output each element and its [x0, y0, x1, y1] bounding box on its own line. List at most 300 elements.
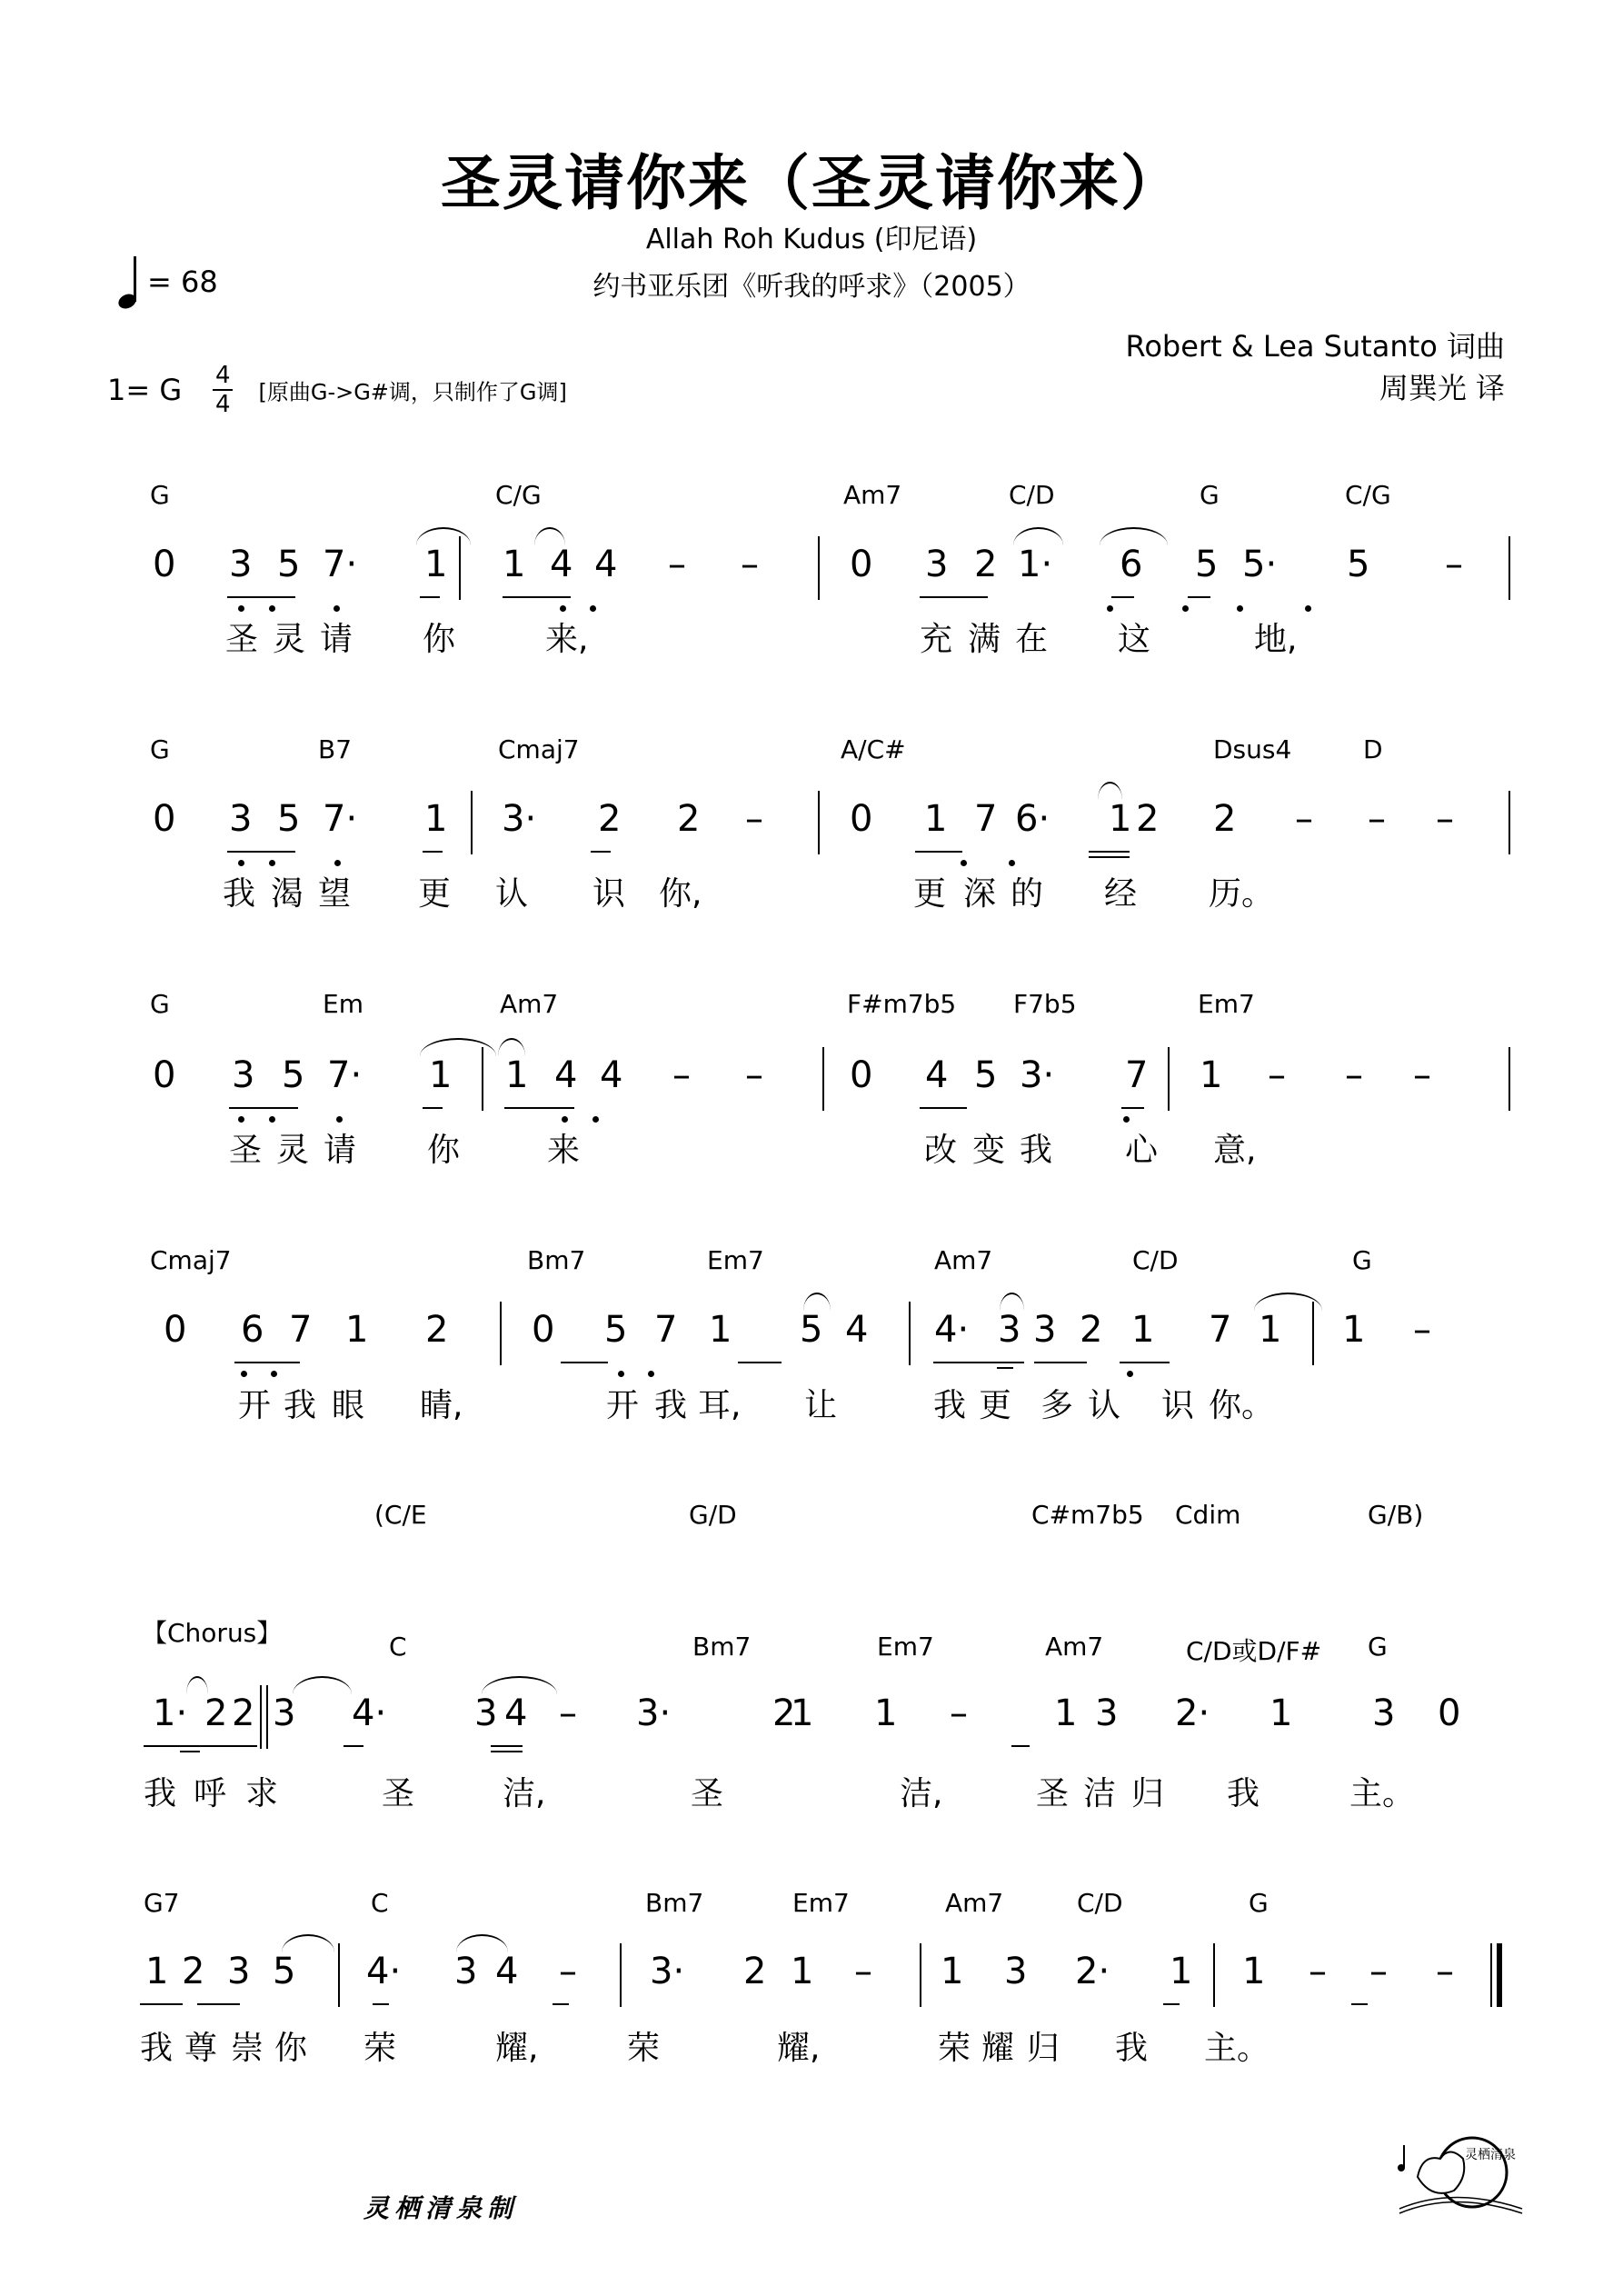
- chord-symbol: C/G: [495, 480, 542, 510]
- beam-underline: [344, 1745, 363, 1747]
- jianpu-note: 7: [654, 1309, 678, 1351]
- chord-symbol: Am7: [1045, 1632, 1104, 1662]
- jianpu-note: 4·: [352, 1692, 387, 1734]
- jianpu-note: 0: [1438, 1692, 1461, 1734]
- jianpu-note: 5: [282, 1054, 305, 1096]
- chord-symbol: Am7: [843, 480, 902, 510]
- lyric-char: 灵: [276, 1132, 310, 1169]
- octave-dot: [238, 1116, 244, 1123]
- jianpu-note: 1: [1200, 1054, 1223, 1096]
- jianpu-note: 1: [1242, 1951, 1266, 1992]
- jianpu-note: 3: [227, 1951, 251, 1992]
- lyric-char: 眼: [332, 1387, 365, 1424]
- lyric-char: 认: [1088, 1387, 1121, 1424]
- jianpu-note: 4·: [366, 1951, 402, 1992]
- jianpu-note: 1: [503, 544, 526, 585]
- alt-chord-symbol: (C/E: [374, 1500, 427, 1530]
- lyric-char: 认: [495, 875, 529, 913]
- chord-symbol: Em: [323, 989, 363, 1019]
- jianpu-note: 2·: [1075, 1951, 1110, 1992]
- jianpu-note: 2: [204, 1692, 228, 1734]
- jianpu-note: 7: [1125, 1054, 1149, 1096]
- octave-dot: [648, 1371, 654, 1377]
- jianpu-note: 4: [504, 1692, 528, 1734]
- tie-slur: [1013, 527, 1063, 545]
- jianpu-note: 1: [1131, 1309, 1155, 1351]
- lyric-char: 崇: [231, 2030, 264, 2067]
- barline: [471, 791, 473, 854]
- lyric-char: 求: [245, 1775, 279, 1812]
- jianpu-note: 0: [850, 1054, 873, 1096]
- jianpu-note: 5: [277, 544, 301, 585]
- alt-chord-symbol: G/D: [689, 1500, 737, 1530]
- jianpu-note: 2: [974, 544, 998, 585]
- jianpu-note: –: [559, 1692, 577, 1734]
- chord-symbol: Cmaj7: [150, 1245, 232, 1275]
- lyric-char: 充: [920, 621, 953, 658]
- jianpu-note: –: [1345, 1054, 1363, 1096]
- lyric-char: 我: [933, 1387, 967, 1424]
- barline: [620, 1943, 622, 2007]
- chord-symbol: G7: [144, 1888, 180, 1918]
- jianpu-note: 7: [974, 798, 998, 840]
- jianpu-note: 1: [1054, 1692, 1078, 1734]
- chord-symbol: C: [371, 1888, 389, 1918]
- barline: [818, 791, 820, 854]
- sheep-logo-icon: [1381, 2131, 1527, 2222]
- lyric-char: 你: [274, 2030, 308, 2067]
- jianpu-note: 3: [925, 544, 949, 585]
- octave-dot: [1107, 605, 1113, 612]
- octave-dot: [1237, 605, 1243, 612]
- chord-symbol: Bm7: [645, 1888, 704, 1918]
- chord-symbol: Am7: [500, 989, 559, 1019]
- beam-underline: [180, 1751, 200, 1752]
- lyric-char: 我: [144, 1775, 177, 1812]
- beam-underline: [591, 851, 611, 853]
- beam-underline: [373, 2003, 389, 2005]
- beam-underline: [227, 596, 295, 598]
- jianpu-note: 1: [1170, 1951, 1193, 1992]
- jianpu-note: 2: [743, 1951, 767, 1992]
- jianpu-note: 1: [345, 1309, 369, 1351]
- chord-symbol: C: [389, 1632, 407, 1662]
- jianpu-note: 4: [550, 544, 573, 585]
- chord-symbol: F#m7b5: [847, 989, 957, 1019]
- time-sig-bottom: 4: [215, 391, 231, 418]
- chord-symbol: Em7: [792, 1888, 850, 1918]
- lyric-char: 的: [1011, 875, 1044, 913]
- jianpu-note: –: [1268, 1054, 1286, 1096]
- beam-underline: [202, 1745, 243, 1747]
- lyric-char: 让: [804, 1387, 838, 1424]
- alt-chord-symbol: Cdim: [1175, 1500, 1241, 1530]
- chord-symbol: Bm7: [527, 1245, 586, 1275]
- jianpu-note: 2: [182, 1951, 205, 1992]
- jianpu-note: 0: [164, 1309, 187, 1351]
- chord-symbol: B7: [318, 734, 353, 764]
- jianpu-note: 6: [241, 1309, 264, 1351]
- lyric-char: 耀,: [495, 2030, 539, 2067]
- beam-underline: [491, 1745, 523, 1747]
- beam-underline: [423, 851, 443, 853]
- beam-underline: [997, 1367, 1013, 1369]
- beam-underline: [234, 1362, 300, 1363]
- octave-dot: [336, 1116, 343, 1123]
- alt-chord-symbol: C#m7b5: [1031, 1500, 1144, 1530]
- lyric-char: 我: [284, 1387, 317, 1424]
- jianpu-note: –: [1295, 798, 1313, 840]
- lyric-char: 耀,: [777, 2030, 821, 2067]
- beam-underline: [1163, 2003, 1180, 2005]
- barline: [1213, 1943, 1215, 2007]
- jianpu-note: 5: [273, 1951, 296, 1992]
- jianpu-note: 7: [289, 1309, 313, 1351]
- jianpu-note: 3·: [636, 1692, 672, 1734]
- jianpu-note: 2: [1213, 798, 1237, 840]
- jianpu-note: 3: [998, 1309, 1021, 1351]
- jianpu-note: 3: [273, 1692, 296, 1734]
- beam-underline: [1121, 1107, 1144, 1109]
- tie-slur: [416, 527, 471, 545]
- chord-symbol: G: [150, 480, 170, 510]
- jianpu-note: 4: [594, 544, 618, 585]
- jianpu-note: 7·: [323, 544, 358, 585]
- beam-underline: [1089, 851, 1130, 853]
- jianpu-note: –: [854, 1951, 872, 1992]
- chord-symbol: G: [150, 989, 170, 1019]
- chord-symbol: A/C#: [841, 734, 906, 764]
- lyric-char: 渴: [271, 875, 304, 913]
- tie-slur: [482, 1676, 557, 1694]
- lyric-char: 你: [427, 1132, 461, 1169]
- jianpu-note: 0: [532, 1309, 555, 1351]
- tie-slur: [1000, 1293, 1024, 1311]
- beam-underline: [1089, 856, 1130, 858]
- lyric-char: 请: [320, 621, 353, 658]
- lyric-char: 这: [1118, 621, 1151, 658]
- jianpu-note: 1: [1259, 1309, 1282, 1351]
- jianpu-note: 3: [474, 1692, 498, 1734]
- jianpu-note: 3: [1372, 1692, 1396, 1734]
- lyric-char: 在: [1015, 621, 1049, 658]
- octave-dot: [1305, 605, 1311, 612]
- jianpu-note: 5: [974, 1054, 998, 1096]
- tie-slur: [1098, 782, 1122, 800]
- tie-slur: [456, 1934, 508, 1952]
- chord-symbol: Bm7: [692, 1632, 752, 1662]
- chord-symbol: G: [1352, 1245, 1372, 1275]
- barline: [1508, 1047, 1510, 1111]
- jianpu-note: 1: [941, 1951, 964, 1992]
- quarter-note-icon: [118, 256, 140, 311]
- lyric-char: 我: [223, 875, 256, 913]
- beam-underline: [561, 1362, 608, 1363]
- jianpu-note: 1: [1342, 1309, 1366, 1351]
- jianpu-note: 2·: [1175, 1692, 1210, 1734]
- song-subtitle-original: Allah Roh Kudus (印尼语): [645, 224, 978, 255]
- lyric-char: 耳,: [698, 1387, 742, 1424]
- barline: [459, 536, 461, 600]
- jianpu-note: 3·: [1020, 1054, 1055, 1096]
- jianpu-note: 1: [505, 1054, 529, 1096]
- lyric-char: 满: [968, 621, 1001, 658]
- jianpu-note: 5·: [1242, 544, 1278, 585]
- jianpu-note: 1: [145, 1951, 169, 1992]
- jianpu-note: 0: [153, 1054, 176, 1096]
- beam-underline: [229, 1107, 298, 1109]
- barline: [1168, 1047, 1170, 1111]
- tie-slur: [803, 1293, 831, 1311]
- lyric-char: 变: [972, 1132, 1006, 1169]
- beam-underline: [1120, 1362, 1170, 1363]
- octave-dot: [238, 860, 244, 866]
- beam-underline: [140, 2003, 183, 2005]
- lyric-char: 洁: [1083, 1775, 1117, 1812]
- jianpu-note: 5: [1347, 544, 1370, 585]
- jianpu-note: –: [1413, 1054, 1431, 1096]
- jianpu-note: 4: [600, 1054, 623, 1096]
- song-album: 约书亚乐团《听我的呼求》（2005）: [592, 271, 1031, 303]
- jianpu-note: 3: [1033, 1309, 1057, 1351]
- lyric-char: 请: [324, 1132, 357, 1169]
- chord-symbol: Am7: [945, 1888, 1004, 1918]
- octave-dot: [269, 605, 275, 612]
- barline: [1312, 1302, 1314, 1365]
- octave-dot: [618, 1371, 624, 1377]
- lyric-char: 来: [547, 1132, 581, 1169]
- beam-underline: [503, 596, 571, 598]
- chord-symbol: G: [1200, 480, 1220, 510]
- beam-underline: [920, 1107, 967, 1109]
- jianpu-note: 2: [772, 1692, 796, 1734]
- lyric-char: 尊: [184, 2030, 218, 2067]
- jianpu-note: 0: [850, 544, 873, 585]
- chord-symbol: Em7: [707, 1245, 764, 1275]
- lyric-char: 洁,: [503, 1775, 546, 1812]
- beam-underline: [1034, 1362, 1087, 1363]
- time-sig-top: 4: [215, 362, 231, 389]
- double-barline: [1497, 1943, 1502, 2007]
- lyric-char: 荣: [363, 2030, 397, 2067]
- time-signature: [213, 364, 233, 416]
- jianpu-note: 3: [229, 798, 253, 840]
- jianpu-note: –: [1309, 1951, 1327, 1992]
- jianpu-note: 4: [554, 1054, 578, 1096]
- lyric-char: 耀: [981, 2030, 1015, 2067]
- jianpu-note: –: [1413, 1309, 1431, 1351]
- chord-symbol: C/D: [1132, 1245, 1179, 1275]
- lyric-char: 灵: [273, 621, 306, 658]
- octave-dot: [592, 1116, 599, 1123]
- lyric-char: 圣: [382, 1775, 415, 1812]
- song-title: 圣灵请你来（圣灵请你来）: [441, 148, 1182, 218]
- jianpu-note: 4: [925, 1054, 949, 1096]
- jianpu-note: –: [745, 798, 763, 840]
- barline: [1508, 791, 1510, 854]
- jianpu-note: –: [1436, 798, 1454, 840]
- lyric-char: 你,: [659, 875, 702, 913]
- chord-symbol: F7b5: [1013, 989, 1077, 1019]
- octave-dot: [334, 860, 341, 866]
- chord-symbol: C/D或D/F#: [1186, 1636, 1322, 1666]
- chord-symbol: C/G: [1345, 480, 1391, 510]
- octave-dot: [241, 1371, 247, 1377]
- jianpu-note: 1: [424, 544, 448, 585]
- jianpu-note: 0: [153, 798, 176, 840]
- lyric-char: 我: [1115, 2030, 1149, 2067]
- lyric-char: 更: [418, 875, 452, 913]
- barline: [909, 1302, 911, 1365]
- jianpu-note: 3: [229, 544, 253, 585]
- beam-underline: [491, 1751, 523, 1752]
- jianpu-note: 2: [677, 798, 701, 840]
- jianpu-note: –: [668, 544, 686, 585]
- jianpu-note: 0: [850, 798, 873, 840]
- lyric-char: 深: [963, 875, 997, 913]
- lyric-char: 我: [140, 2030, 174, 2067]
- octave-dot: [1127, 1371, 1133, 1377]
- tie-slur: [1254, 1293, 1322, 1311]
- lyric-char: 开: [238, 1387, 272, 1424]
- jianpu-note: –: [745, 1054, 763, 1096]
- jianpu-note: 7·: [323, 798, 358, 840]
- lyric-char: 荣: [627, 2030, 661, 2067]
- lyric-char: 主。: [1349, 1775, 1416, 1812]
- chord-symbol: Em7: [877, 1632, 934, 1662]
- lyric-char: 你: [423, 621, 456, 658]
- chord-symbol: D: [1363, 734, 1383, 764]
- chord-symbol: Cmaj7: [498, 734, 580, 764]
- jianpu-note: 5: [800, 1309, 823, 1351]
- lyric-char: 圣: [1036, 1775, 1070, 1812]
- beam-underline: [1011, 1745, 1030, 1747]
- chord-symbol: C/D: [1077, 1888, 1123, 1918]
- jianpu-note: 6·: [1015, 798, 1050, 840]
- barline: [1508, 536, 1510, 600]
- lyric-char: 意,: [1213, 1132, 1257, 1169]
- jianpu-note: 1: [1270, 1692, 1293, 1734]
- chord-symbol: Am7: [934, 1245, 993, 1275]
- lyric-char: 圣: [225, 621, 259, 658]
- octave-dot: [1182, 605, 1189, 612]
- translator-credit: 周巽光 译: [1379, 371, 1505, 405]
- jianpu-note: 1·: [1018, 544, 1053, 585]
- chord-symbol: C/D: [1009, 480, 1055, 510]
- lyric-char: 经: [1104, 875, 1138, 913]
- barline: [482, 1047, 483, 1111]
- lyric-char: 更: [913, 875, 947, 913]
- jianpu-note: 1: [709, 1309, 732, 1351]
- chord-symbol: Dsus4: [1213, 734, 1292, 764]
- tempo-value: = 68: [147, 265, 218, 299]
- jianpu-note: 2: [232, 1692, 255, 1734]
- tempo-marking: [118, 256, 218, 311]
- lyric-char: 圣: [691, 1775, 724, 1812]
- jianpu-note: 3·: [650, 1951, 685, 1992]
- jianpu-note: 2: [425, 1309, 449, 1351]
- barline: [500, 1302, 502, 1365]
- lyric-char: 望: [318, 875, 352, 913]
- jianpu-note: 4: [495, 1951, 519, 1992]
- svg-text:灵栖清泉: 灵栖清泉: [1465, 2148, 1516, 2162]
- lyric-char: 心: [1125, 1132, 1159, 1169]
- jianpu-note: 5: [277, 798, 301, 840]
- jianpu-note: 1: [424, 798, 448, 840]
- tie-slur: [1100, 527, 1168, 545]
- barline: [822, 1047, 824, 1111]
- barline: [338, 1943, 340, 2007]
- chord-symbol: G: [1249, 1888, 1269, 1918]
- jianpu-note: 1·: [153, 1692, 188, 1734]
- lyric-char: 你。: [1209, 1387, 1275, 1424]
- lyric-char: 来,: [545, 621, 589, 658]
- lyric-char: 主。: [1204, 2030, 1270, 2067]
- jianpu-note: 3: [1004, 1951, 1028, 1992]
- jianpu-note: –: [672, 1054, 691, 1096]
- beam-underline: [1351, 2003, 1368, 2005]
- key-note: [原曲G->G#调，只制作了G调]: [258, 379, 567, 405]
- beam-underline: [420, 596, 440, 598]
- maker-signature: 灵栖清泉制: [363, 2193, 519, 2223]
- chord-symbol: G: [1368, 1632, 1388, 1662]
- lyric-char: 归: [1131, 1775, 1165, 1812]
- double-barline: [260, 1685, 262, 1749]
- lyric-char: 地,: [1254, 621, 1298, 658]
- tie-slur: [420, 1038, 496, 1056]
- jianpu-note: –: [950, 1692, 968, 1734]
- lyric-char: 识: [1161, 1387, 1195, 1424]
- lyric-char: 洁,: [900, 1775, 943, 1812]
- jianpu-note: 1: [1109, 798, 1132, 840]
- jianpu-note: –: [741, 544, 759, 585]
- lyric-char: 睛,: [420, 1387, 463, 1424]
- chord-symbol: Em7: [1198, 989, 1255, 1019]
- jianpu-note: 1: [429, 1054, 453, 1096]
- jianpu-note: –: [559, 1951, 577, 1992]
- beam-underline: [197, 2003, 240, 2005]
- jianpu-note: –: [1436, 1951, 1454, 1992]
- jianpu-note: 6: [1120, 544, 1143, 585]
- octave-dot: [334, 605, 340, 612]
- jianpu-note: 2: [1080, 1309, 1103, 1351]
- beam-underline: [553, 2003, 569, 2005]
- beam-underline: [1188, 596, 1210, 598]
- beam-underline: [423, 1107, 443, 1109]
- octave-dot: [1009, 860, 1015, 866]
- beam-underline: [738, 1362, 782, 1363]
- key-signature: [107, 364, 567, 416]
- octave-dot: [961, 860, 967, 866]
- lyric-char: 多: [1041, 1387, 1074, 1424]
- barline: [920, 1943, 921, 2007]
- octave-dot: [238, 605, 244, 612]
- lyric-char: 更: [979, 1387, 1012, 1424]
- beam-underline: [227, 851, 295, 853]
- chord-symbol: G: [150, 734, 170, 764]
- alt-chord-symbol: G/B): [1368, 1500, 1424, 1530]
- jianpu-note: 0: [153, 544, 176, 585]
- tie-slur: [282, 1934, 334, 1952]
- jianpu-note: 2: [598, 798, 622, 840]
- jianpu-note: 5: [604, 1309, 628, 1351]
- beam-underline: [1111, 596, 1134, 598]
- chorus-label: 【Chorus】: [142, 1618, 283, 1648]
- jianpu-note: 3·: [502, 798, 537, 840]
- key-label: 1= G: [107, 373, 183, 407]
- jianpu-note: 3: [232, 1054, 255, 1096]
- lyric-char: 我: [1020, 1132, 1053, 1169]
